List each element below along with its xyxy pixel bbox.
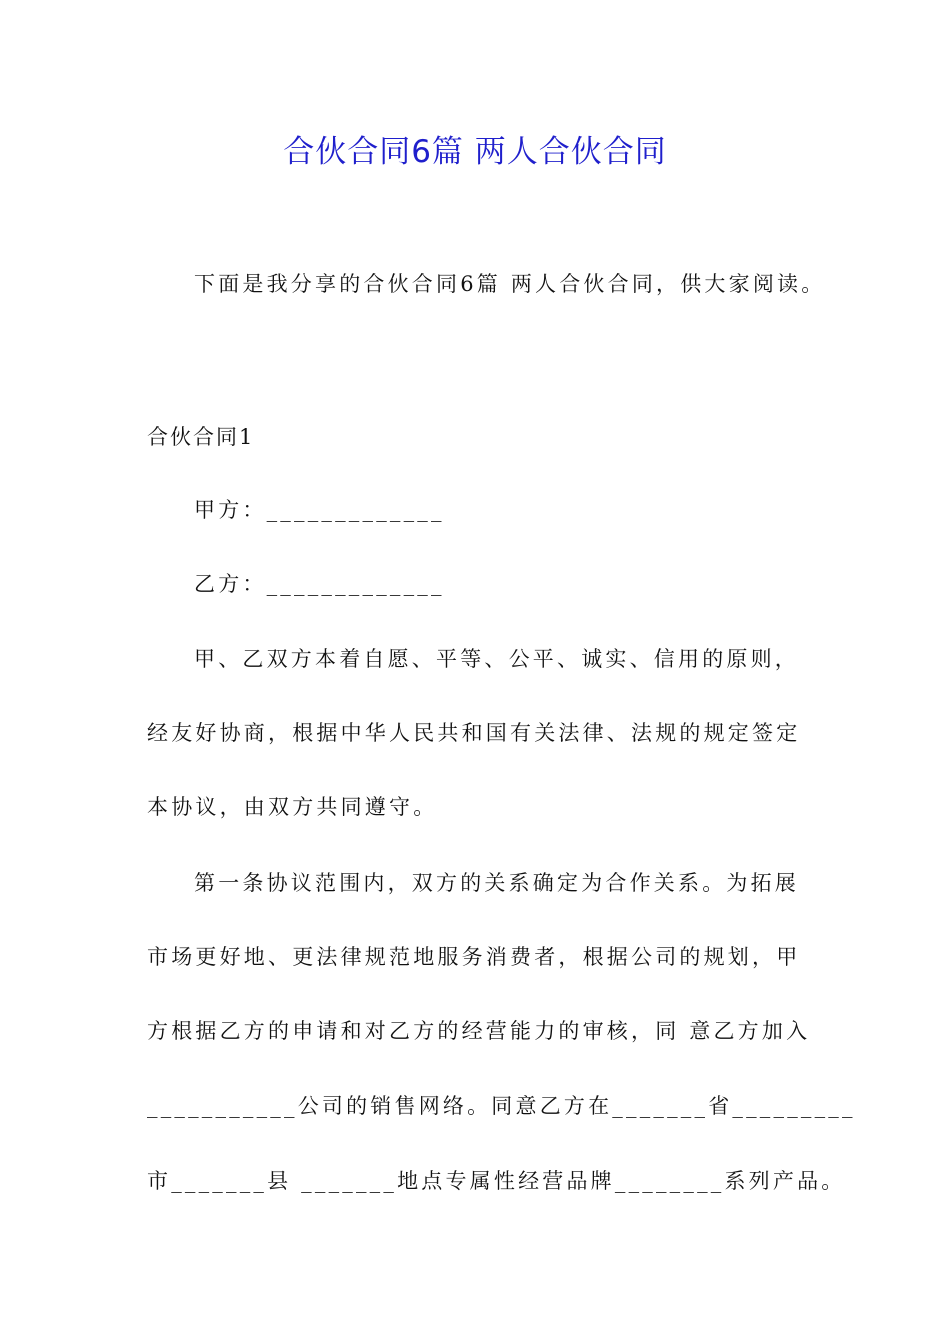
- body-line: 本协议，由双方共同遵守。: [147, 795, 438, 819]
- body-line: 市_______县 _______地点专属性经营品牌________系列产品。: [147, 1169, 846, 1193]
- party-a-field: 甲方：_____________: [194, 498, 445, 522]
- body-line: 甲、乙双方本着自愿、平等、公平、诚实、信用的原则，: [194, 647, 799, 671]
- body-line: 市场更好地、更法律规范地服务消费者，根据公司的规划，甲: [147, 945, 801, 969]
- body-line: 经友好协商，根据中华人民共和国有关法律、法规的规定签定: [147, 721, 801, 745]
- party-b-field: 乙方：_____________: [194, 572, 445, 596]
- body-line: 方根据乙方的申请和对乙方的经营能力的审核，同 意乙方加入: [147, 1019, 811, 1043]
- body-line: ___________公司的销售网络。同意乙方在_______省_________: [147, 1094, 856, 1118]
- section-heading: 合伙合同1: [147, 425, 255, 449]
- page-title: 合伙合同6篇 两人合伙合同: [283, 134, 667, 170]
- body-line: 第一条协议范围内，双方的关系确定为合作关系。为拓展: [194, 871, 799, 895]
- intro-paragraph: 下面是我分享的合伙合同6篇 两人合伙合同，供大家阅读。: [194, 272, 826, 296]
